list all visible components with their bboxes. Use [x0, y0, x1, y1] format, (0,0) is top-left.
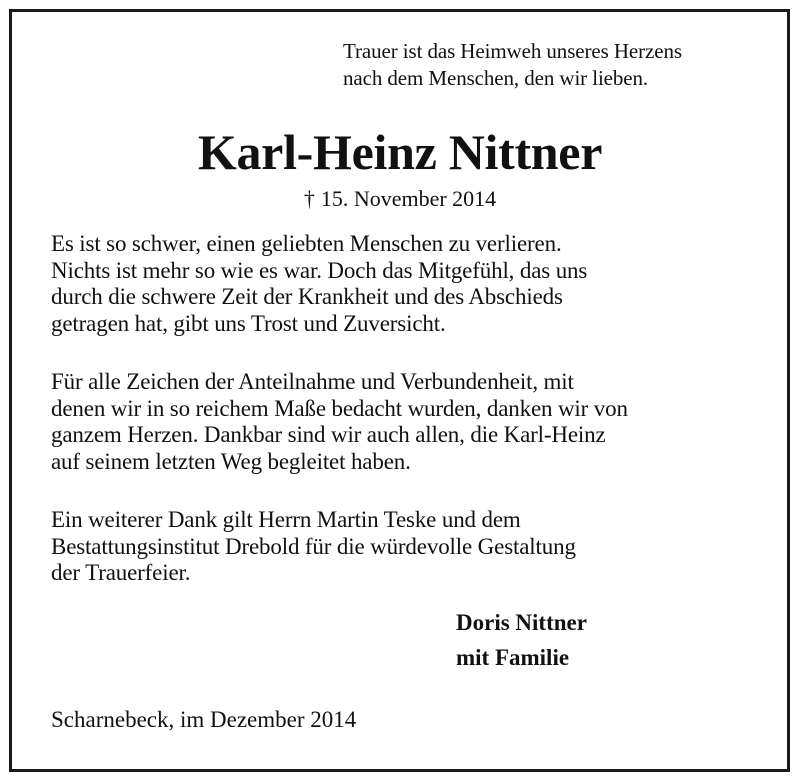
paragraph-line: auf seinem letzten Weg begleitet haben. [51, 448, 411, 474]
signature-line: mit Familie [456, 645, 570, 670]
motto-quote [343, 38, 682, 92]
paragraph-line: denen wir in so reichem Maße bedacht wurden, danken wir von [51, 395, 628, 421]
signature [456, 605, 587, 675]
paragraph-3 [51, 507, 576, 587]
death-date-line [0, 184, 800, 214]
paragraph-line: Nichts ist mehr so wie es war. Doch das Mitgefühl, das uns [51, 257, 588, 283]
paragraph-line: Für alle Zeichen der Anteilnahme und Verbundenheit, mit [51, 369, 574, 394]
paragraph-line: Bestattungsinstitut Drebold für die würdevolle Gestaltung [51, 533, 576, 559]
motto-line: nach dem Menschen, den wir lieben. [343, 66, 649, 90]
paragraph-line: getragen hat, gibt uns Trost und Zuversicht. [51, 310, 446, 336]
paragraph-2 [51, 369, 628, 475]
paragraph-line: ganzem Herzen. Dankbar sind wir auch allen, die Karl-Heinz [51, 422, 606, 447]
paragraph-line: der Trauerfeier. [51, 560, 191, 585]
paragraph-line: Es ist so schwer, einen geliebten Menschen zu verlieren. [51, 231, 562, 256]
paragraph-1 [51, 231, 587, 337]
signature-line: Doris Nittner [456, 610, 587, 635]
deceased-name: Karl-Heinz Nittner [197, 124, 603, 180]
death-date: 15. November 2014 [320, 186, 497, 211]
paragraph-line: Ein weiterer Dank gilt Herrn Martin Teske und dem [51, 507, 521, 532]
dagger-icon: † [303, 186, 315, 211]
paragraph-line: durch die schwere Zeit der Krankheit und des Abschieds [51, 284, 563, 309]
place-and-date: Scharnebeck, im Dezember 2014 [51, 707, 357, 732]
motto-line: Trauer ist das Heimweh unseres Herzens [343, 39, 682, 63]
